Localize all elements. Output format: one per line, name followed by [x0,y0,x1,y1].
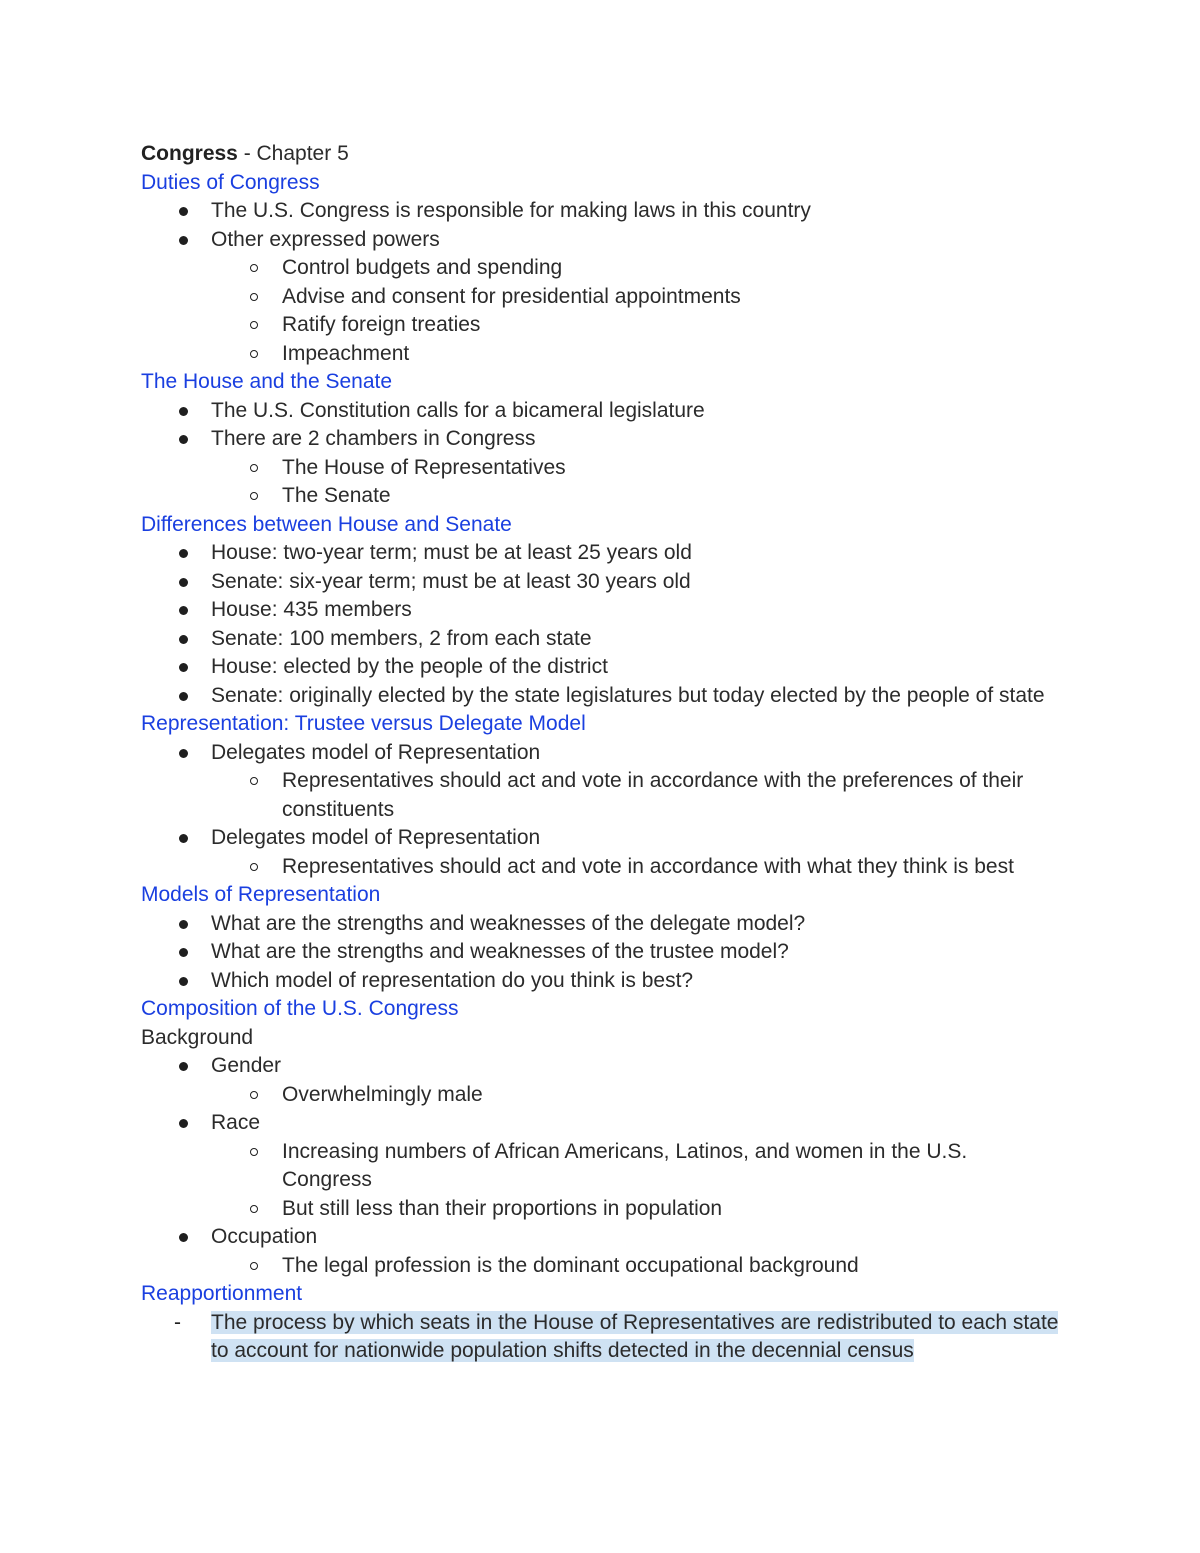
disc-bullet-icon [179,207,188,216]
list-item: Other expressed powers [141,226,1061,255]
disc-bullet-icon [179,635,188,644]
list-item: What are the strengths and weaknesses of the trustee model? [141,938,1061,967]
list-item: What are the strengths and weaknesses of the delegate model? [141,910,1061,939]
heading-representation: Representation: Trustee versus Delegate Model [141,712,586,735]
ring-bullet-icon [250,492,258,500]
ring-bullet-icon [250,1148,258,1156]
list-item: Senate: 100 members, 2 from each state [141,625,1061,654]
list-item: Senate: originally elected by the state legislatures but today elected by the people of state [141,682,1061,711]
disc-bullet-icon [179,549,188,558]
heading-composition: Composition of the U.S. Congress [141,997,459,1020]
disc-bullet-icon [179,920,188,929]
title-rest: - Chapter 5 [237,142,349,165]
disc-bullet-icon [179,749,188,758]
sub-list-item: The legal profession is the dominant occupational background [141,1252,1061,1281]
sub-list-item: Representatives should act and vote in accordance with the preferences of their constituents [141,767,1061,824]
differences-list [141,539,1061,710]
heading-differences: Differences between House and Senate [141,512,512,536]
ring-bullet-icon [250,777,258,785]
ring-bullet-icon [250,321,258,329]
heading-reapportionment: Reapportionment [141,1282,303,1305]
ring-bullet-icon [250,863,258,871]
list-item: There are 2 chambers in Congress [141,425,1061,454]
disc-bullet-icon [179,435,188,444]
document-page [141,140,1061,1366]
disc-bullet-icon [179,692,188,701]
representation-list [141,739,1061,882]
list-item: Delegates model of Representation [141,824,1061,853]
duties-list [141,197,1061,368]
document-title [141,140,1061,169]
disc-bullet-icon [179,578,188,587]
disc-bullet-icon [179,834,188,843]
disc-bullet-icon [179,606,188,615]
disc-bullet-icon [179,1119,188,1128]
sub-list-item: The House of Representatives [141,454,1061,483]
list-item: House: 435 members [141,596,1061,625]
ring-bullet-icon [250,464,258,472]
ring-bullet-icon [250,350,258,358]
dash-bullet-icon: - [174,1310,181,1334]
list-item [141,1309,1061,1366]
ring-bullet-icon [250,1205,258,1213]
disc-bullet-icon [179,1062,188,1071]
sub-list-item: Representatives should act and vote in accordance with what they think is best [141,853,1061,882]
list-item: Senate: six-year term; must be at least 30 years old [141,568,1061,597]
highlighted-definition: The process by which seats in the House of Representatives are redistributed to each state to account for nationwide population shifts detected in the decennial census [211,1310,1059,1362]
composition-list [141,1052,1061,1280]
ring-bullet-icon [250,1262,258,1270]
list-item: House: two-year term; must be at least 25 years old [141,539,1061,568]
reapportionment-list [141,1309,1061,1366]
sub-list-item: Overwhelmingly male [141,1081,1061,1110]
ring-bullet-icon [250,293,258,301]
list-item: Occupation [141,1223,1061,1252]
heading-house-senate: The House and the Senate [141,370,393,393]
sub-list-item: Ratify foreign treaties [141,311,1061,340]
house-senate-list [141,397,1061,511]
disc-bullet-icon [179,948,188,957]
sub-list-item: The Senate [141,482,1061,511]
sub-list-item: But still less than their proportions in population [141,1195,1061,1224]
disc-bullet-icon [179,236,188,245]
list-item: Gender [141,1052,1061,1081]
sub-list-item: Impeachment [141,340,1061,369]
subheading-background: Background [141,1025,254,1049]
list-item: The U.S. Constitution calls for a bicameral legislature [141,397,1061,426]
heading-models: Models of Representation [141,883,381,906]
sub-list-item: Advise and consent for presidential appointments [141,283,1061,312]
list-item: House: elected by the people of the district [141,653,1061,682]
heading-duties: Duties of Congress [141,170,320,194]
ring-bullet-icon [250,1091,258,1099]
list-item: Which model of representation do you think is best? [141,967,1061,996]
disc-bullet-icon [179,663,188,672]
sub-list-item: Control budgets and spending [141,254,1061,283]
list-item: The U.S. Congress is responsible for making laws in this country [141,197,1061,226]
ring-bullet-icon [250,264,258,272]
models-list [141,910,1061,996]
list-item: Race [141,1109,1061,1138]
sub-list-item: Increasing numbers of African Americans, Latinos, and women in the U.S. Congress [141,1138,1061,1195]
disc-bullet-icon [179,407,188,416]
title-bold: Congress [141,142,238,165]
disc-bullet-icon [179,1233,188,1242]
list-item: Delegates model of Representation [141,739,1061,768]
disc-bullet-icon [179,977,188,986]
